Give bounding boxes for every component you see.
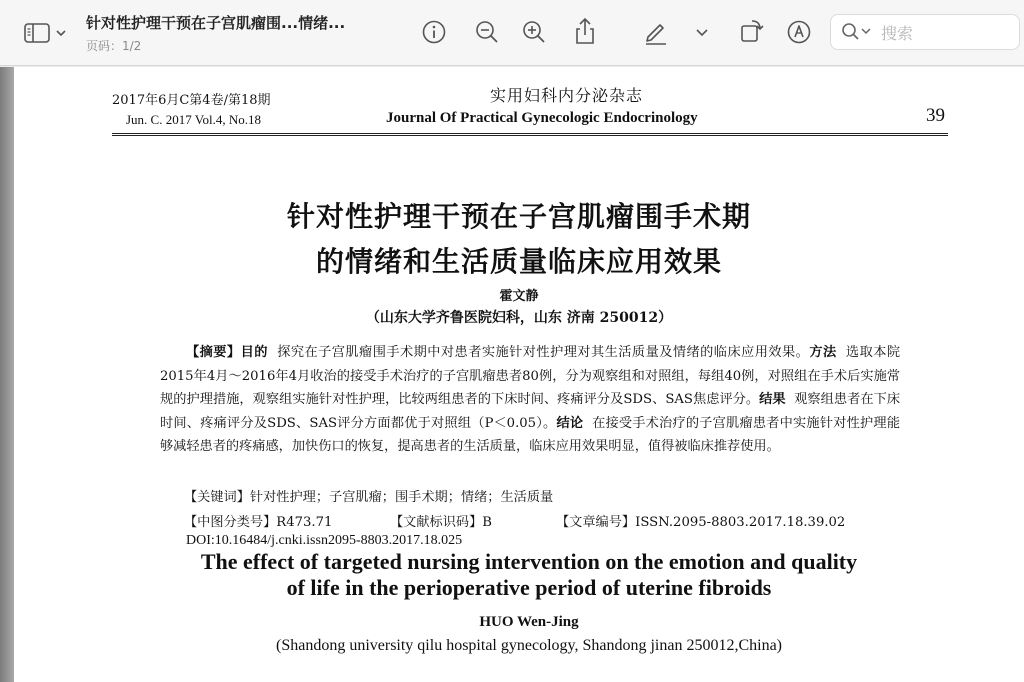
info-button[interactable] [420,18,448,46]
abstract-conclusion: 在接受手术治疗的子宫肌瘤患者中实施针对性护理能够减轻患者的疼痛感，加快伤口的恢复，提高患者的生活质量，临床应用效果明显，值得被临床推荐使用。 [160,415,901,454]
document-title-area [86,12,416,54]
info-icon [421,19,447,45]
doi: DOI:10.16484/j.cnki.issn2095-8803.2017.18.025 [186,533,463,548]
journal-issue-en: Jun. C. 2017 Vol.4, No.18 [126,112,261,127]
article-title-cn-line2: 的情绪和生活质量临床应用效果 [315,245,722,278]
share-button[interactable] [571,16,599,46]
search-field[interactable] [830,14,1020,50]
journal-name-cn: 实用妇科内分泌杂志 [490,86,644,105]
abstract-cn [160,341,900,459]
conclusion-label: 结论 [556,415,584,431]
document-viewport[interactable] [0,67,1024,682]
chevron-down-icon [694,24,710,40]
rotate-button[interactable] [736,16,766,46]
abstract-purpose: 探究在子宫肌瘤围手术期中对患者实施针对性护理对其生活质量及情绪的临床应用效果。 [277,345,810,360]
header-rule-secondary [112,135,948,136]
author-cn: 霍文静 [499,289,539,304]
markup-menu-button[interactable] [692,22,712,42]
affiliation-cn: （山东大学齐鲁医院妇科，山东 济南 250012） [365,310,673,326]
zoom-in-button[interactable] [520,18,548,46]
markup-pen-icon [642,18,670,46]
classification-number: 【中图分类号】R473.71 [184,515,333,530]
page-gutter [0,67,14,682]
abstract-result: 观察组患者在下床时间、疼痛评分及SDS、SAS评分方面都优于对照组（P＜0.05）。 [160,392,901,431]
keywords: 【关键词】针对性护理；子宫肌瘤；围手术期；情绪；生活质量 [184,490,554,505]
article-title-en-line2: of life in the perioperative period of uterine fibroids [286,575,772,600]
rotate-icon [737,17,765,45]
pdf-page [14,67,1024,682]
abstract-label: 【摘要】目的 [186,345,268,360]
article-number: 【文章编号】ISSN.2095-8803.2017.18.39.02 [556,515,846,530]
sidebar-icon [21,20,69,46]
abstract-method: 选取本院2015年4月～2016年4月收治的接受手术治疗的子宫肌瘤患者80例，分为观察组和对照组，每组40例，对照组在手术后实施常规的护理措施，观察组实施针对性护理，比较两组患者的下床时间、疼痛评分及SDS、SAS焦虑评分。 [160,345,901,407]
article-title-cn-line1: 针对性护理干预在子宫肌瘤围手术期 [286,200,751,233]
affiliation-en: (Shandong university qilu hospital gynecology, Shandong jinan 250012,China) [275,637,783,654]
zoom-out-button[interactable] [473,18,501,46]
share-icon [572,16,598,46]
result-label: 结果 [759,392,786,407]
header-rule [112,133,948,134]
document-code: 【文献标识码】B [390,515,493,530]
zoom-out-icon [474,19,500,45]
page-indicator: 页码：1/2 [86,39,142,53]
document-title: 针对性护理干预在子宫肌瘤围...情绪... [86,14,346,32]
journal-name-en: Journal Of Practical Gynecologic Endocrinology [386,110,698,126]
sidebar-toggle-button[interactable] [20,18,70,48]
markup-button[interactable] [641,17,671,47]
annotate-button[interactable] [785,18,813,46]
journal-issue-cn: 2017年6月C第4卷/第18期 [112,93,271,108]
page-number: 39 [926,105,945,126]
method-label: 方法 [809,345,837,360]
zoom-in-icon [521,19,547,45]
author-en: HUO Wen-Jing [479,614,579,630]
article-title-en-line1: The effect of targeted nursing intervention on the emotion and quality [200,549,858,574]
toolbar [0,0,1024,66]
search-icon [841,21,875,43]
annotate-icon [786,19,812,45]
search-placeholder: 搜索 [881,23,914,43]
classification-row [184,511,904,530]
